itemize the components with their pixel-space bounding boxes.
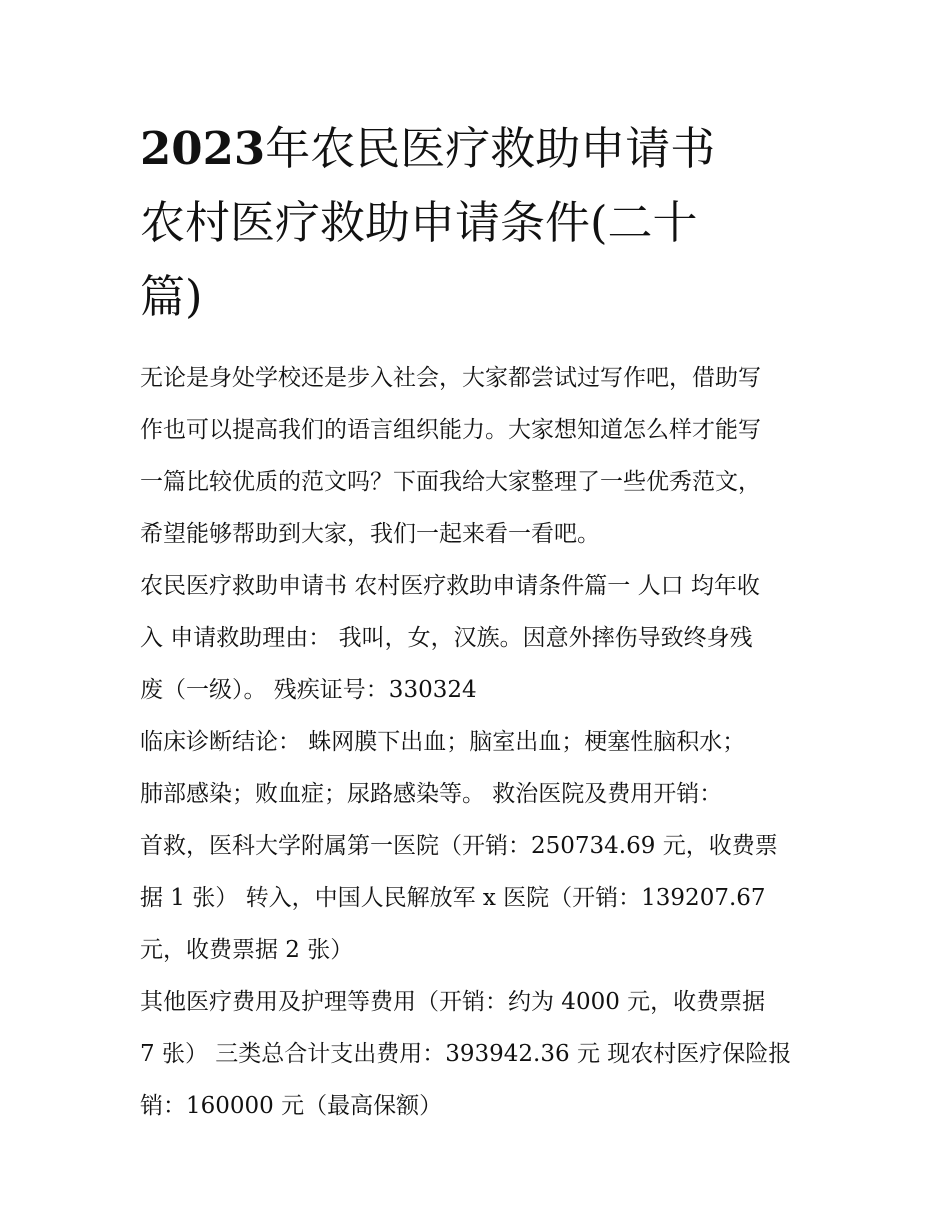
title-text: 年农民医疗救助申请书 <box>265 122 716 175</box>
text-line: 其他医疗费用及护理等费用（开销：约为 4000 元，收费票据 <box>140 989 766 1015</box>
text-line: 入 申请救助理由： 我叫，女，汉族。因意外摔伤导致终身残 <box>140 625 753 651</box>
expenses-paragraph <box>140 976 830 1132</box>
title-line: 篇) <box>140 270 203 323</box>
intro-paragraph <box>140 352 830 560</box>
applicant-paragraph <box>140 560 830 716</box>
document-title <box>140 112 830 334</box>
diagnosis-paragraph <box>140 716 830 976</box>
text-line: 据 1 张） 转入，中国人民解放军 x 医院（开销：139207.67 <box>140 885 766 911</box>
title-line <box>140 112 830 186</box>
text-line: 临床诊断结论： 蛛网膜下出血；脑室出血；梗塞性脑积水； <box>140 729 746 755</box>
text-line: 废（一级）。 残疾证号：330324 <box>140 677 477 703</box>
title-year: 2023 <box>140 122 266 175</box>
text-line: 首救，医科大学附属第一医院（开销：250734.69 元，收费票 <box>140 833 778 859</box>
text-line: 7 张） 三类总合计支出费用：393942.36 元 现农村医疗保险报 <box>140 1041 792 1067</box>
text-line: 作也可以提高我们的语言组织能力。大家想知道怎么样才能写 <box>140 417 761 443</box>
text-line: 农民医疗救助申请书 农村医疗救助申请条件篇一 人口 均年收 <box>140 573 760 599</box>
text-line: 肺部感染；败血症；尿路感染等。 救治医院及费用开销： <box>140 781 723 807</box>
document-body <box>140 352 830 1132</box>
title-line: 农村医疗救助申请条件(二十 <box>140 196 698 249</box>
text-line: 希望能够帮助到大家，我们一起来看一看吧。 <box>140 521 600 547</box>
text-line: 一篇比较优质的范文吗？下面我给大家整理了一些优秀范文， <box>140 469 761 495</box>
text-line: 销：160000 元（最高保额） <box>140 1093 443 1119</box>
text-line: 无论是身处学校还是步入社会，大家都尝试过写作吧，借助写 <box>140 365 761 391</box>
text-line: 元，收费票据 2 张） <box>140 937 354 963</box>
